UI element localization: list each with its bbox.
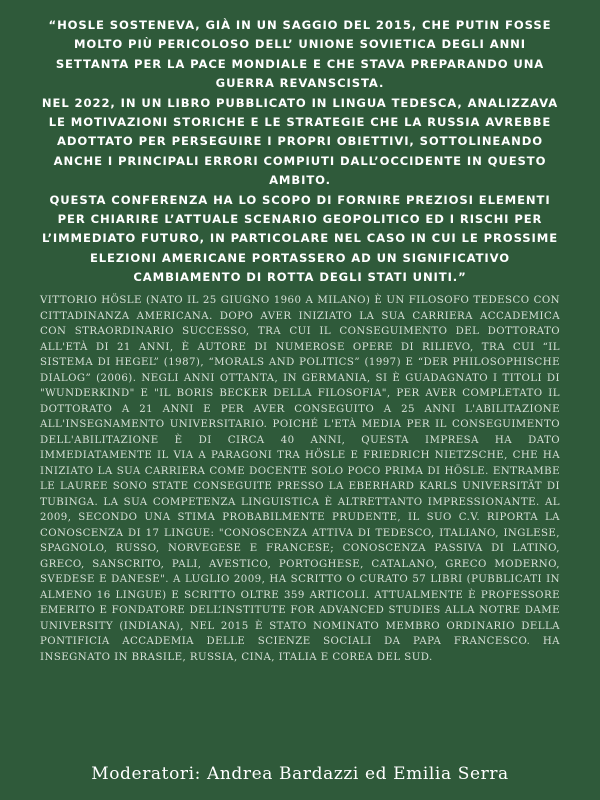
moderators-line: Moderatori: Andrea Bardazzi ed Emilia Serra: [91, 764, 509, 784]
quote-paragraph: “HOSLE SOSTENEVA, GIÀ IN UN SAGGIO DEL 2015, CHE PUTIN FOSSE MOLTO PIÙ PERICOLOSO DELL’ UNIONE SOVIETICA DEGLI ANNI SETTANTA PER LA PACE MONDIALE E CHE STAVA PREPARANDO UNA GUERRA REVANSCISTA.: [48, 18, 552, 91]
quote-block: [40, 16, 560, 288]
biography-text: VITTORIO HÖSLE (NATO IL 25 GIUGNO 1960 A MILANO) È UN FILOSOFO TEDESCO CON CITTADINANZA AMERICANA. DOPO AVER INIZIATO LA SUA CARRIERA ACCADEMICA CON STRAORDINARIO SUCCESSO, TRA CUI IL CONSEGUIMENTO DEL DOTTORATO ALL'ETÀ DI 21 ANNI, È AUTORE DI NUMEROSE OPERE DI RILIEVO, TRA CUI “IL SISTEMA DI HEGEL” (1987), “MORALS AND POLITICS” (1997) E “DER PHILOSOPHISCHE DIALOG” (2006). NEGLI ANNI OTTANTA, IN GERMANIA, SI È GUADAGNATO I TITOLI DI "WUNDERKIND" E "IL BORIS BECKER DELLA FILOSOFIA", PER AVER COMPLETATO IL DOTTORATO A 21 ANNI E PER AVER CONSEGUITO A 25 ANNI L'ABILITAZIONE ALL'INSEGNAMENTO UNIVERSITARIO. POICHÉ L'ETÀ MEDIA PER IL CONSEGUIMENTO DELL'ABILITAZIONE È DI CIRCA 40 ANNI, QUESTA IMPRESA HA DATO IMMEDIATAMENTE IL VIA A PARAGONI TRA HÖSLE E FRIEDRICH NIETZSCHE, CHE HA INIZIATO LA SUA CARRIERA COME DOCENTE SOLO POCO PRIMA DI HÖSLE. ENTRAMBE LE LAUREE SONO STATE CONSEGUITE PRESSO LA EBERHARD KARLS UNIVERSITÄT DI TUBINGA. LA SUA COMPETENZA LINGUISTICA È ALTRETTANTO IMPRESSIONANTE. AL 2009, SECONDO UNA STIMA PROBABILMENTE PRUDENTE, IL SUO C.V. RIPORTA LA CONOSCENZA DI 17 LINGUE: "CONOSCENZA ATTIVA DI TEDESCO, ITALIANO, INGLESE, SPAGNOLO, RUSSO, NORVEGESE E FRANCESE; CONOSCENZA PASSIVA DI LATINO, GRECO, SANSCRITO, PALI, AVESTICO, PORTOGHESE, CATALANO, GRECO MODERNO, SVEDESE E DANESE". A LUGLIO 2009, HA SCRITTO O CURATO 57 LIBRI (PUBBLICATI IN ALMENO 16 LINGUE) E SCRITTO OLTRE 359 ARTICOLI. ATTUALMENTE È PROFESSORE EMERITO E FONDATORE DELL’INSTITUTE FOR ADVANCED STUDIES ALLA NOTRE DAME UNIVERSITY (INDIANA), NEL 2015 È STATO NOMINATO MEMBRO ORDINARIO DELLA PONTIFICIA ACCADEMIA DELLE SCIENZE SOCIALI DA PAPA FRANCESCO. HA INSEGNATO IN BRASILE, RUSSIA, CINA, ITALIA E COREA DEL SUD.: [40, 295, 560, 663]
quote-paragraph: QUESTA CONFERENZA HA LO SCOPO DI FORNIRE PREZIOSI ELEMENTI PER CHIARIRE L’ATTUALE SCENARIO GEOPOLITICO ED I RISCHI PER L’IMMEDIATO FUTURO, IN PARTICOLARE NEL CASO IN CUI LE PROSSIME ELEZIONI AMERICANE PORTASSERO AD UN SIGNIFICATIVO CAMBIAMENTO DI ROTTA DEGLI STATI UNITI.”: [41, 192, 559, 285]
quote-paragraph: NEL 2022, IN UN LIBRO PUBBLICATO IN LINGUA TEDESCA, ANALIZZAVA LE MOTIVAZIONI STORICHE E LE STRATEGIE CHE LA RUSSIA AVREBBE ADOTTATO PER PERSEGUIRE I PROPRI OBIETTIVI, SOTTOLINEANDO ANCHE I PRINCIPALI ERRORI COMPIUTI DALL’OCCIDENTE IN QUESTO AMBITO.: [41, 95, 559, 188]
